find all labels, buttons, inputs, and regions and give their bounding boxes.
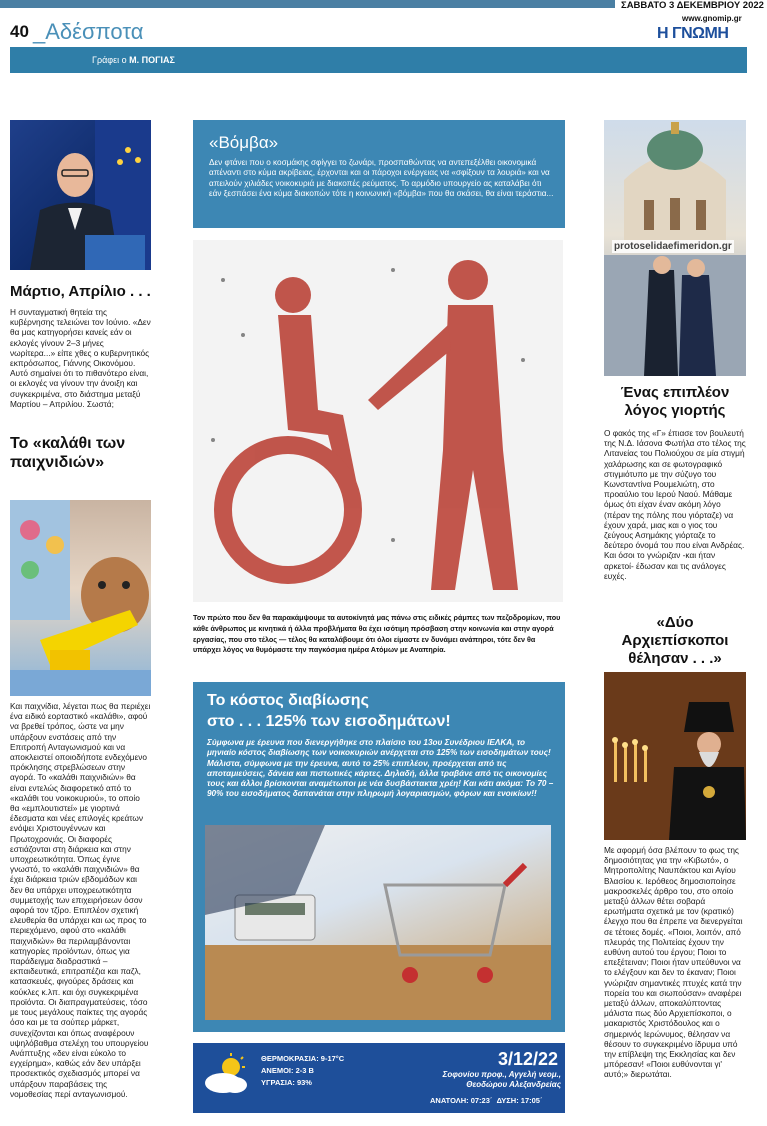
weather-stats bbox=[261, 1053, 344, 1089]
shopping-cart-photo bbox=[205, 825, 551, 1020]
wind: ΑΝΕΜΟΙ: 2-3 Β bbox=[261, 1066, 314, 1075]
newspaper-logo: Η ΓΝΩΜΗ bbox=[657, 25, 729, 42]
right-article-1 bbox=[604, 384, 746, 581]
metropolitan-photo bbox=[604, 672, 746, 840]
weather-date: 3/12/22 bbox=[498, 1049, 559, 1069]
cost-text: Σύμφωνα με έρευνα που διενεργήθηκε στο πλαίσιο του 13ου Συνέδριου ΙΕΛΚΑ, το μηνιαίο κόστος διαβίωσης των νοικοκυριών ανέρχεται στο 125% των εισοδημάτων τους! Μάλιστα, σύμφωνα με την έρευνα, αυτό το 25% επιπλέον, προέρχεται από τις αποταμιεύσεις, δάνεια και πιστωτικές κάρτες. Δηλαδή, άλλα τραβάνε από τις οικονομίες τους και άλλοι βρίσκονται αναμέτωποι με νέα δυσβάστακτα χρέη! Και κάτι ακόμα: Το 70 – 90% του εισοδήματος δαπανάται στην πληρωμή λογαριασμών, φόρων και ενοικίων!! bbox=[207, 738, 554, 799]
bomba-title: «Βόμβα» bbox=[209, 133, 279, 152]
toy-store-photo bbox=[10, 500, 151, 696]
section-title: _Αδέσποτα bbox=[33, 19, 144, 44]
sunrise: ΑΝΑΤΟΛΗ: 07:23΄ bbox=[430, 1096, 493, 1105]
byline-prefix: Γράφει ο bbox=[92, 55, 130, 65]
right-article-2-title bbox=[604, 614, 746, 668]
byline-bar bbox=[10, 47, 747, 73]
site-url[interactable]: www.gnomip.gr bbox=[682, 14, 742, 23]
temperature: ΘΕΡΜΟΚΡΑΣΙΑ: 9-17°C bbox=[261, 1054, 345, 1063]
name-days bbox=[421, 1070, 561, 1090]
page-number: 40 bbox=[10, 22, 29, 41]
article-title-elections: Μάρτιο, Απρίλιο . . . bbox=[10, 283, 151, 300]
bomba-text: Δεν φτάνει που ο κοσμάκης σφίγγει το ζωνάρι, προσπαθώντας να αντεπεξέλθει οικονομικά απέναντι στο κύμα ακρίβειας, έρχονται και οι πάροχοι ενέργειας να «σφίξουν τα λουριά» και να απειλούν χιλιάδες νοικοκυριά με διακοπές ρεύματος. Το αρμόδιο υπουργείο ας καταλάβει ότι εάν ξεσπάσει ένα κύμα διακοπών τότε η κοινωνική «βόμβα» που θα σκάσει, θα είναι τεράστια... bbox=[209, 158, 554, 199]
bomba-box bbox=[193, 120, 565, 228]
article-title-archbishops: «Δύο Αρχιεπίσκοποι θέλησαν . . .» bbox=[621, 614, 729, 667]
sunset: ΔΥΣΗ: 17:05΄ bbox=[496, 1096, 543, 1105]
byline bbox=[92, 55, 175, 65]
top-bar bbox=[0, 0, 615, 8]
issue-date: ΣΑΒΒΑΤΟ 3 ΔΕΚΕΜΒΡΙΟΥ 2022 bbox=[621, 0, 764, 11]
left-article-2-body bbox=[10, 701, 151, 1099]
right-article-2-body bbox=[604, 845, 746, 1080]
weather-box bbox=[193, 1043, 565, 1113]
byline-author: Μ. ΠΟΓΙΑΣ bbox=[129, 55, 175, 65]
partly-cloudy-icon bbox=[201, 1053, 253, 1097]
cost-title-line-2: στο . . . 125% των εισοδημάτων! bbox=[207, 713, 451, 730]
image-caption: Τον πρώτο που δεν θα παρακάμψουμε τα αυτοκίνητά μας πάνω στις ειδικές ράμπες των πεζοδρομίων, που κάθε άνθρωπος με κινητικά ή άλλα προβλήματα θα έχει ισότιμη πρόσβαση στην κοινωνία και στην αγορά εργασίας, που στο τέλος — τέλος θα καταλάβουμε ότι όλοι είμαστε εν δυνάμει ανάπηροι, τότε δεν θα υπάρχει λόγος να θυμόμαστε την παγκόσμια ημέρα Ατόμων με Αναπηρία. bbox=[193, 613, 561, 655]
left-article-2-title bbox=[10, 434, 151, 472]
article-body-elections: Η συνταγματική θητεία της κυβέρνησης τελειώνει τον Ιούνιο. «Δεν θα μας κατηγορήσει κανείς εάν οι εκλογές γίνουν 2–3 μήνες νωρίτερα...» είπε χθες ο κυβερνητικός εκπρόσωπος, Γιάννης Οικονόμου. Αυτό σημαίνει ότι το πιθανότερο είναι, οι εκλογές να γίνουν την άνοιξη και συγκεκριμένα, στο διάστημα μεταξύ Μαρτίου – Απριλίου. Σωστά; bbox=[10, 307, 151, 409]
humidity: ΥΓΡΑΣΙΑ: 93% bbox=[261, 1078, 312, 1087]
disability-crowd-illustration bbox=[193, 240, 563, 602]
sun-times bbox=[430, 1096, 542, 1105]
name-days-line-2: Θεοδώρου Αλεξανδρείας bbox=[466, 1080, 561, 1089]
watermark: protoselidaefimeridon.gr bbox=[614, 241, 732, 252]
article-body-archbishops: Με αφορμή όσα βλέπουν το φως της δημοσιότητας για την «Κιβωτό», ο Μητροπολίτης Ναυπάκτου και Αγίου Βλασίου κ. Ιερόθεος δημοσιοποίησε μακροσκελές άρθρο του, στο οποίο μεταξύ άλλων θέτει σοβαρά ερωτήματα σχετικά με τον (κρατικό) έλεγχο που θα έπρεπε να διενεργείται σε τέτοιες δομές. «Ποιοι, λοιπόν, από πλευράς της Πολιτείας έχουν την ευθύνη αυτού του έργου; Ποιοι το επεξέτειναν; Ποιοι ήταν υπεύθυνοι να το ελέγξουν και δεν το έκαναν; Ποιοι γνώριζαν σημαντικές πτυχές κατά την πορεία του και σιωπούσαν» αναφέρει μεταξύ άλλων, αποκαλύπτοντας μάλιστα πως δύο Αρχιεπίσκοποι, ο μακαριστός Χριστόδουλος και ο σημερινός Ιερώνυμος, θέλησαν να θέσουν το συγκεκριμένο ίδρυμα υπό την επίβλεψη της Εκκλησίας και δεν μπόρεσαν! «Ποιοι ευθύνονται γι' αυτό;» διερωτάται. bbox=[604, 845, 743, 1080]
article-body-celebration: Ο φακός της «Γ» έπιασε τον βουλευτή της Ν.Δ. Ιάσονα Φωτήλα στο τέλος της Λιτανείας του Πολιούχου σε μία στιγμή χαλάρωσης και σε φωτογραφικό στιγμιότυπο με την σύζυγο του Κωνσταντίνα Ρουμελιώτη, στο προαύλιο του Ιερού Ναού. Μάθαμε όμως ότι είχαν έναν ακόμη λόγο (πέραν της πόλης που γιόρταζε) να έχουν χαρά, μιας και ο γιος του ζεύγους Ασημάκης γιόρταζε το δεύτερο όνομά του που είναι Ανδρέας. Και όσοι το γνώριζαν -και ήταν αρκετοί- έδωσαν και τις ανάλογες ευχές. bbox=[604, 428, 746, 581]
left-article-1 bbox=[10, 283, 151, 409]
name-days-line-1: Σοφονίου προφ., Αγγελή νεομ., bbox=[442, 1070, 561, 1079]
article-title-celebration: Ένας επιπλέον λόγος γιορτής bbox=[620, 384, 730, 419]
cost-title-line-1: Το κόστος διαβίωσης bbox=[207, 692, 369, 709]
spokesman-photo bbox=[10, 120, 151, 270]
article-title-toys: Το «καλάθι των παιχνιδιών» bbox=[10, 435, 126, 471]
cost-title bbox=[207, 690, 451, 732]
article-body-toys: Και παιχνίδια, λέγεται πως θα περιέχει ένα ειδικό εορταστικό «καλάθι», αφού να βρεθεί τρόπος, ώστε να μην υπάρξουν ενστάσεις από την Επιτροπή Ανταγωνισμού και να αποκλειστεί οποιοδήποτε ενδεχόμενο πρόκλησης στρεβλώσεων στην αγορά. Το «καλάθι παιχνιδιών» θα είναι εντελώς διαφορετικό από το «καλάθι του νοικοκυριού», το οποίο θα «εμπλουτιστεί» με γιορτινά έδεσματα και νέες επιλογές κρεάτων ενόψει Χριστουγέννων και Πρωτοχρονιάς. Οι διαφορές εστιάζονται στη διάρκεια και στην υποχρεωτικότητα. Όπως έγινε γνωστό, το «καλάθι παιχνιδιών» θα έχει διάρκεια τριών εβδομάδων και δεν θα υπάρχει υποχρεωτικότητα συμμετοχής των επιχειρήσεων όσον αφορά τον τζίρο. Επιπλέον σχετική ελευθερία θα υπάρχει και ως προς το περιεχόμενο, αφού στο «καλάθι παιχνιδιών» θα περιλαμβάνονται κατηγορίες προϊόντων, όπως για παράδειγμα διαδραστικά – εκπαιδευτικά, επιτραπέζια και παζλ, κατασκευές, φιγούρες δράσεις και κούκλες κ.λπ. και όχι συγκεκριμένα προϊόντα. Οι διαπραγματεύσεις, τόσο με τους μεγάλους παίκτες της αγοράς όσο και με τα σούπερ μάρκετ, συνεχίζονται και όπως αναφέρουν υψηλόβαθμα στελέχη του υπουργείου Ανάπτυξης «δεν είναι εύκολο το εγχείρημα», καθώς εάν δεν υπάρξει προσεκτικός σχεδιασμός μπορεί να υπάρξουν παραβάσεις της νομοθεσίας περί ανταγωνισμού. bbox=[10, 701, 151, 1099]
